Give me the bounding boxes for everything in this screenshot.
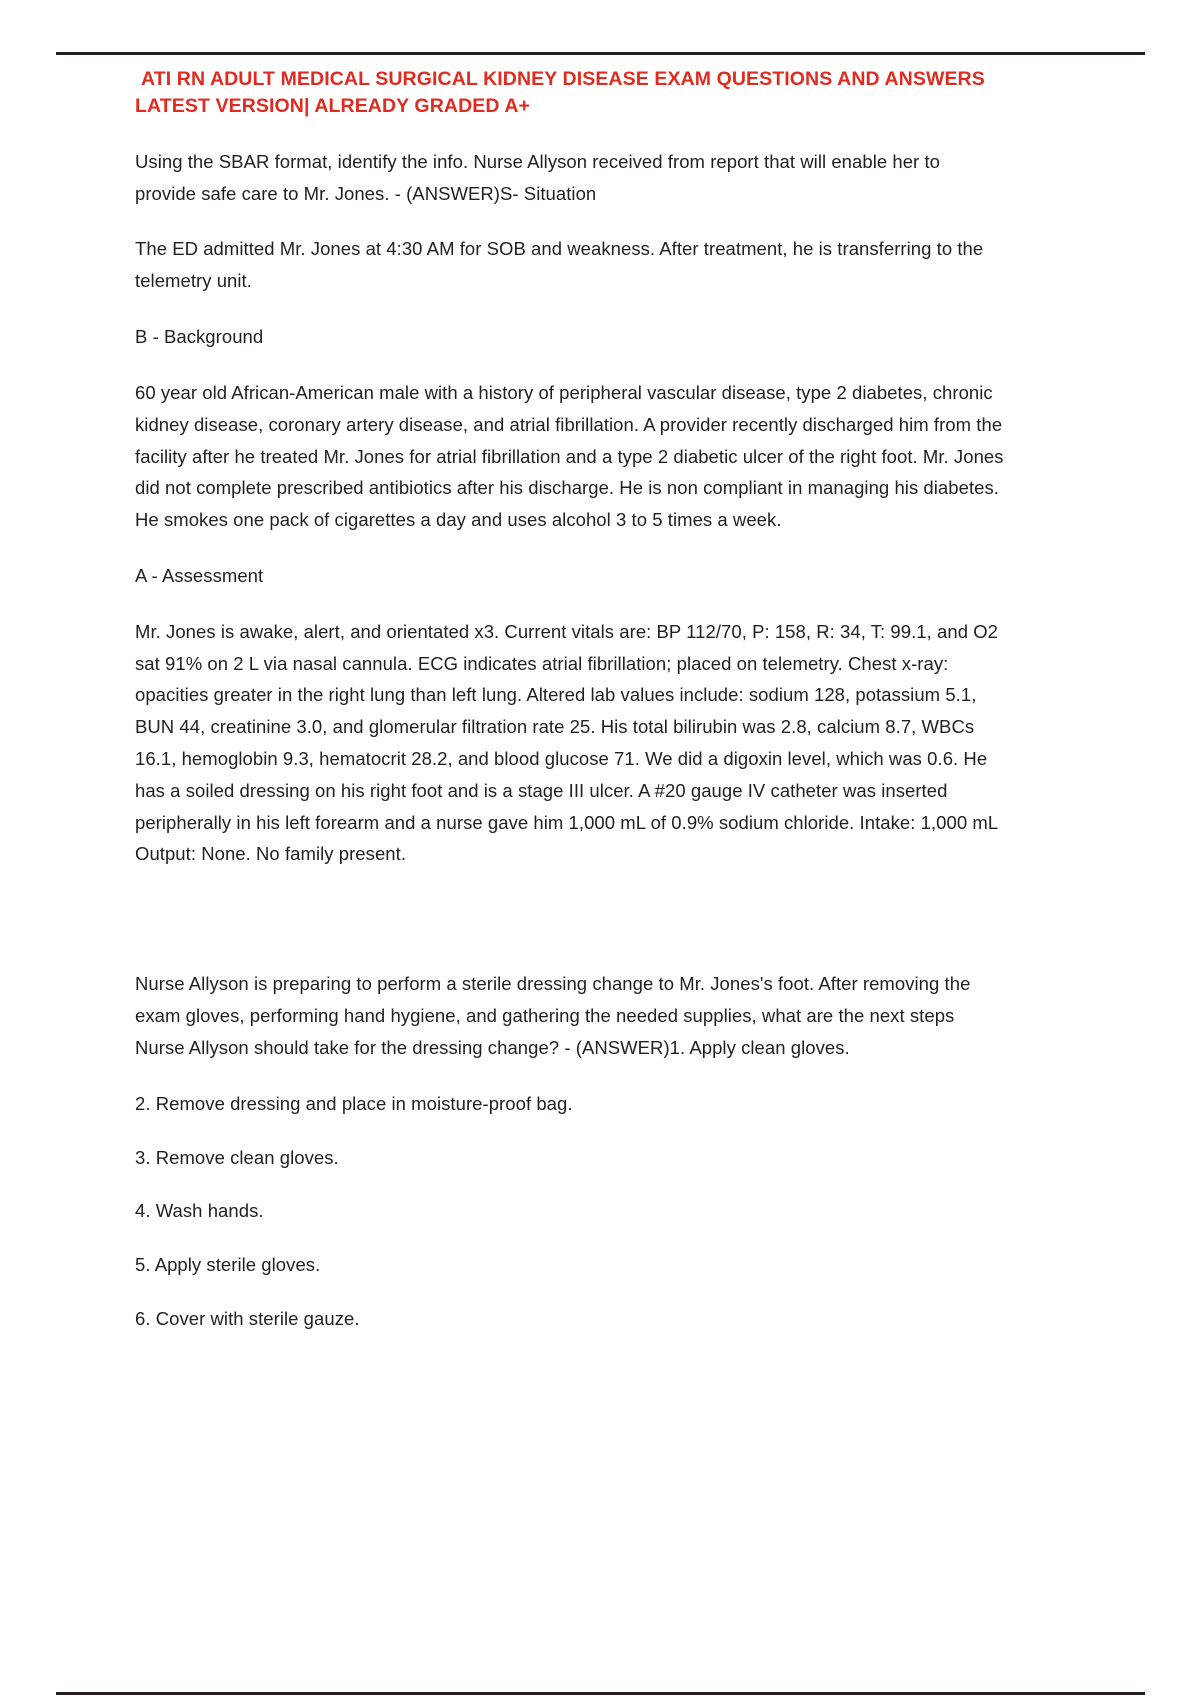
list-item: 5. Apply sterile gloves. [135,1254,321,1276]
page-title: ATI RN ADULT MEDICAL SURGICAL KIDNEY DISEASE EXAM QUESTIONS AND ANSWERS LATEST VERSION| ALREADY GRADED A+ [135,68,985,117]
list-item: 3. Remove clean gloves. [135,1146,339,1168]
background-detail-paragraph: 60 year old African-American male with a history of peripheral vascular disease, type 2 diabetes, chronic kidney disease, coronary artery disease, and atrial fibrillation. A provider recently discharged him from the facility after he treated Mr. Jones for atrial fibrillation and a type 2 diabetic ulcer of the right foot. Mr. Jones did not complete prescribed antibiotics after his discharge. He is non compliant in managing his diabetes. He smokes one pack of cigarettes a day and uses alcohol 3 to 5 times a week. [135,381,1004,531]
background-heading: B - Background [135,326,264,348]
assessment-detail-paragraph: Mr. Jones is awake, alert, and orientated x3. Current vitals are: BP 112/70, P: 158, R: 34, T: 99.1, and O2 sat 91% on 2 L via nasal cannula. ECG indicates atrial fibrillation; placed on telemetry. Chest x-ray: opacities greater in the right lung than left lung. Altered lab values include: sodium 128, potassium 5.1, BUN 44, creatinine 3.0, and glomerular filtration rate 25. His total bilirubin was 2.8, calcium 8.7, WBCs 16.1, hemoglobin 9.3, hematocrit 28.2, and blood glucose 71. We did a digoxin level, which was 0.6. He has a soiled dressing on his right foot and is a stage III ulcer. A #20 gauge IV catheter was inserted peripherally in his left forearm and a nurse gave him 1,000 mL of 0.9% sodium chloride. Intake: 1,000 mL Output: None. No family present. [135,620,998,865]
list-item: 4. Wash hands. [135,1200,264,1222]
assessment-heading: A - Assessment [135,564,264,586]
question-sbar-situation: Using the SBAR format, identify the info. Nurse Allyson received from report that will enable her to provide safe care to Mr. Jones. - (ANSWER)S- Situation [135,150,940,204]
list-item: 6. Cover with sterile gauze. [135,1307,360,1329]
document-content [135,66,1005,1357]
page-top-rule [56,52,1145,55]
page-bottom-rule [56,1692,1145,1695]
list-item: 2. Remove dressing and place in moisture-proof bag. [135,1092,573,1114]
situation-detail-paragraph: The ED admitted Mr. Jones at 4:30 AM for SOB and weakness. After treatment, he is transferring to the telemetry unit. [135,238,984,292]
question-dressing-change: Nurse Allyson is preparing to perform a sterile dressing change to Mr. Jones's foot. After removing the exam gloves, performing hand hygiene, and gathering the needed supplies, what are the next steps Nurse Allyson should take for the dressing change? - (ANSWER)1. Apply clean gloves. [135,973,971,1058]
paragraph-gap-spacer [135,894,1005,968]
